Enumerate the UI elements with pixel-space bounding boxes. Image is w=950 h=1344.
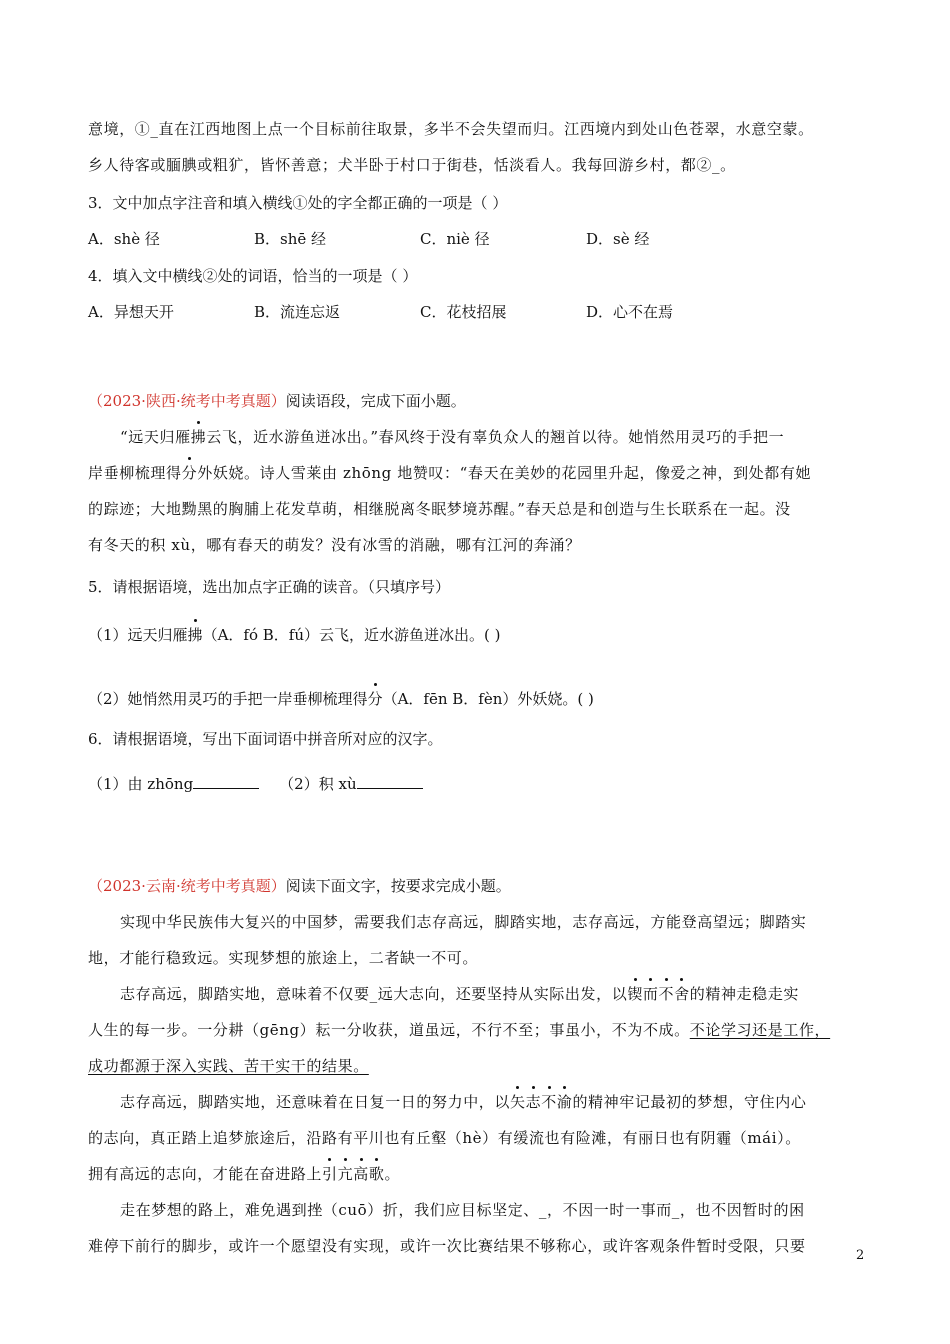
yunnan-p4-line1: 走在梦想的路上，难免遇到挫（cuō）折，我们应目标坚定、_，不因一时一事而_，也不因暂时的困 bbox=[120, 1201, 805, 1219]
text-run: （A．fó B．fú）云飞，近水游鱼迸冰出。( ) bbox=[202, 626, 501, 644]
q5-sub2 bbox=[88, 688, 878, 710]
text-run: 志存高远，脚踏实地，还意味着在日复一日的努力中，以 bbox=[120, 1093, 511, 1111]
text-run: 岸垂柳梳理得 bbox=[88, 464, 182, 482]
section-intro: 阅读语段，完成下面小题。 bbox=[285, 392, 466, 410]
q3-option-b: B．shē 经 bbox=[254, 230, 327, 248]
section-heading-shaanxi bbox=[88, 390, 878, 412]
yunnan-p2-line3 bbox=[88, 1055, 878, 1077]
q4-option-a: A．异想天开 bbox=[88, 303, 174, 321]
q3-option-a: A．shè 径 bbox=[88, 230, 160, 248]
shaanxi-para-line1 bbox=[88, 426, 910, 448]
text-run: “远天归雁 bbox=[120, 428, 191, 446]
dotted-char: 渝 bbox=[556, 1093, 573, 1111]
answer-blank-2[interactable] bbox=[357, 773, 423, 789]
dotted-char: 亢 bbox=[337, 1165, 354, 1183]
text-run: （2）她悄然用灵巧的手把一岸垂柳梳理得 bbox=[88, 690, 368, 708]
text-run: （1）远天归雁 bbox=[88, 626, 188, 644]
yunnan-p2-line2 bbox=[88, 1019, 878, 1041]
underlined-sentence: 不论学习还是工作， bbox=[689, 1021, 831, 1039]
text-run: 外妖娆。诗人雪莱由 zhōng 地赞叹：“春天在美妙的花园里升起，像爱之神，到处都有她 bbox=[197, 464, 812, 482]
q3-options bbox=[88, 228, 878, 250]
section-heading-yunnan bbox=[88, 875, 878, 897]
text-run: 的精神牢记最初的梦想，守住内心 bbox=[572, 1093, 807, 1111]
yunnan-p3-line2: 的志向，真正踏上追梦旅途后，沿路有平川也有丘壑（hè）有缓流也有险滩，有丽日也有阴霾（mái）。 bbox=[88, 1129, 801, 1147]
dotted-idiom bbox=[510, 1093, 572, 1111]
q5-stem: 5．请根据语境，选出加点字正确的读音。（只填序号） bbox=[88, 578, 451, 596]
q3-option-d: D．sè 经 bbox=[586, 230, 650, 248]
dotted-char: 高 bbox=[353, 1165, 369, 1183]
dotted-idiom bbox=[627, 985, 689, 1003]
dotted-char: 拂 bbox=[187, 626, 203, 644]
dotted-char: 舍 bbox=[674, 985, 690, 1003]
dotted-char: 分 bbox=[367, 690, 383, 708]
q6-answers bbox=[88, 773, 878, 795]
q5-sub1 bbox=[88, 624, 878, 646]
dotted-char: 锲 bbox=[627, 985, 643, 1003]
passage1-line1: 意境，①_直在江西地图上点一个目标前往取景，多半不会失望而归。江西境内到处山色苍翠，水意空蒙。 bbox=[88, 120, 814, 138]
yunnan-p3-line3 bbox=[88, 1163, 878, 1185]
text-run: 的精神走稳走实 bbox=[689, 985, 799, 1003]
dotted-char: 歌 bbox=[368, 1165, 385, 1183]
source-tag: （2023·云南·统考中考真题） bbox=[88, 877, 286, 895]
text-run: 志存高远，脚踏实地，意味着不仅要_远大志向，还要坚持从实际出发，以 bbox=[120, 985, 628, 1003]
section-intro: 阅读下面文字，按要求完成小题。 bbox=[285, 877, 511, 895]
page-number: 2 bbox=[856, 1248, 865, 1263]
shaanxi-para-line4: 有冬天的积 xù，哪有春天的萌发？没有冰雪的消融，哪有江河的奔涌？ bbox=[88, 536, 581, 554]
q4-option-c: C．花枝招展 bbox=[420, 303, 507, 321]
answer-blank-1[interactable] bbox=[193, 773, 259, 789]
yunnan-p1-line1: 实现中华民族伟大复兴的中国梦，需要我们志存高远，脚踏实地，志存高远，方能登高望远；脚踏实 bbox=[120, 913, 807, 931]
text-run: 。 bbox=[384, 1165, 401, 1183]
dotted-char: 拂 bbox=[190, 428, 207, 446]
yunnan-p4-line2: 难停下前行的脚步，或许一个愿望没有实现，或许一次比赛结果不够称心，或许客观条件暂时受限，只要 bbox=[88, 1237, 806, 1255]
text-run: 人生的每一步。一分耕（gēng）耘一分收获，道虽远，不行不至；事虽小，不为不成。 bbox=[88, 1021, 690, 1039]
yunnan-p1-line2: 地，才能行稳致远。实现梦想的旅途上，二者缺一不可。 bbox=[88, 949, 479, 967]
q3-stem: 3．文中加点字注音和填入横线①处的字全都正确的一项是（ ） bbox=[88, 194, 508, 212]
shaanxi-para-line3: 的踪迹；大地黝黑的胸脯上花发草萌，相继脱离冬眠梦境苏醒。”春天总是和创造与生长联系在一起。没 bbox=[88, 500, 791, 518]
dotted-idiom bbox=[322, 1165, 384, 1183]
text-run: （A．fēn B．fèn）外妖娆。( ) bbox=[382, 690, 594, 708]
dotted-char: 分 bbox=[181, 464, 198, 482]
underlined-sentence: 成功都源于深入实践、苦干实干的结果。 bbox=[88, 1057, 369, 1075]
q6-sub2-label: （2）积 xù bbox=[279, 775, 357, 793]
q4-stem: 4．填入文中横线②处的词语，恰当的一项是（ ） bbox=[88, 267, 418, 285]
dotted-char: 引 bbox=[322, 1165, 338, 1183]
text-run: 云飞，近水游鱼迸冰出。”春风终于没有辜负众人的翘首以待。她悄然用灵巧的手把一 bbox=[206, 428, 785, 446]
q6-sub1-label: （1）由 zhōng bbox=[88, 775, 194, 793]
dotted-char: 矢 bbox=[510, 1093, 526, 1111]
source-tag: （2023·陕西·统考中考真题） bbox=[88, 392, 286, 410]
q3-option-c: C．niè 径 bbox=[420, 230, 490, 248]
yunnan-p2-line1 bbox=[88, 983, 910, 1005]
q4-options bbox=[88, 301, 878, 323]
text-run: 拥有高远的志向，才能在奋进路上 bbox=[88, 1165, 323, 1183]
dotted-char: 不 bbox=[541, 1093, 557, 1111]
shaanxi-para-line2 bbox=[88, 462, 878, 484]
dotted-char: 而 bbox=[642, 985, 659, 1003]
dotted-char: 不 bbox=[658, 985, 675, 1003]
q4-option-b: B．流连忘返 bbox=[254, 303, 341, 321]
dotted-char: 志 bbox=[525, 1093, 542, 1111]
yunnan-p3-line1 bbox=[88, 1091, 910, 1113]
passage1-line2: 乡人待客或腼腆或粗犷，皆怀善意；犬半卧于村口于街巷，恬淡看人。我每回游乡村，都②_。 bbox=[88, 156, 736, 174]
q4-option-d: D．心不在焉 bbox=[586, 303, 674, 321]
q6-stem: 6．请根据语境，写出下面词语中拼音所对应的汉字。 bbox=[88, 730, 443, 748]
